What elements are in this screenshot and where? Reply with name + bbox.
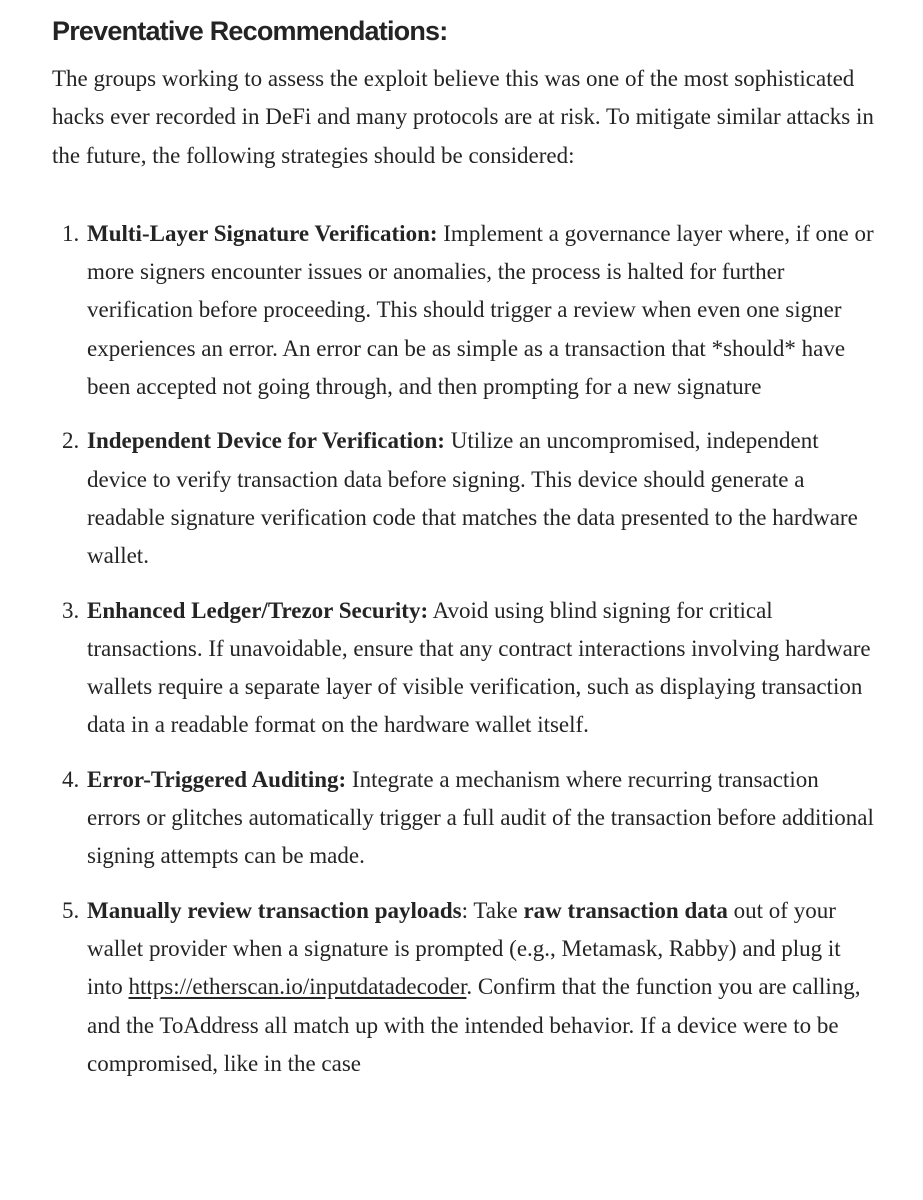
recommendation-item bbox=[52, 215, 874, 406]
recommendation-body-part: out of your wallet provider when a signature is prompted (e.g., Metamask, Rabby) and plug it into bbox=[87, 897, 841, 1000]
recommendation-body: Avoid using blind signing for critical transactions. If unavoidable, ensure that any contract interactions involving hardware wallets require a separate layer of visible verification, such as displaying transaction data in a readable format on the hardware wallet itself. bbox=[87, 597, 871, 738]
etherscan-decoder-link[interactable]: https://etherscan.io/inputdatadecoder bbox=[128, 974, 467, 1000]
recommendation-title: Multi-Layer Signature Verification: bbox=[87, 220, 438, 246]
recommendations-list bbox=[52, 215, 874, 1083]
recommendation-body: Implement a governance layer where, if one or more signers encounter issues or anomalies, the process is halted for further verification before proceeding. This should trigger a review when even one signer experiences an error. An error can be as simple as a transaction that *should* have been accepted not going through, and then prompting for a new signature bbox=[87, 220, 874, 400]
recommendation-body: Utilize an uncompromised, independent device to verify transaction data before signing. This device should generate a readable signature verification code that matches the data presented to the hardware wallet. bbox=[87, 428, 858, 569]
list-number: 1. bbox=[62, 220, 80, 246]
recommendation-body: Integrate a mechanism where recurring transaction errors or glitches automatically trigger a full audit of the transaction before additional signing attempts can be made. bbox=[87, 766, 874, 869]
recommendation-item bbox=[52, 761, 874, 876]
list-number: 3. bbox=[62, 597, 80, 623]
recommendation-title: Independent Device for Verification: bbox=[87, 428, 445, 454]
recommendation-title: Error-Triggered Auditing: bbox=[87, 766, 347, 792]
article-content bbox=[52, 12, 874, 1099]
recommendation-title: Enhanced Ledger/Trezor Security: bbox=[87, 597, 429, 623]
recommendation-item bbox=[52, 422, 874, 575]
recommendation-title: Manually review transaction payloads bbox=[87, 897, 462, 923]
section-heading: Preventative Recommendations: bbox=[52, 16, 448, 46]
recommendation-body-part: . Confirm that the function you are calling, and the ToAddress all match up with the intended behavior. If a device were to be compromised, like in the case bbox=[87, 974, 861, 1076]
list-number: 2. bbox=[62, 428, 80, 454]
list-number: 4. bbox=[62, 766, 80, 792]
intro-paragraph: The groups working to assess the exploit believe this was one of the most sophisticated hacks ever recorded in DeFi and many protocols are at risk. To mitigate similar attacks in the future, the following strategies should be considered: bbox=[52, 66, 874, 168]
recommendation-item bbox=[52, 592, 874, 745]
emphasis-text: raw transaction data bbox=[523, 897, 728, 923]
list-number: 5. bbox=[62, 897, 80, 923]
recommendation-body-part: : Take bbox=[461, 897, 524, 923]
recommendation-item bbox=[52, 892, 874, 1083]
